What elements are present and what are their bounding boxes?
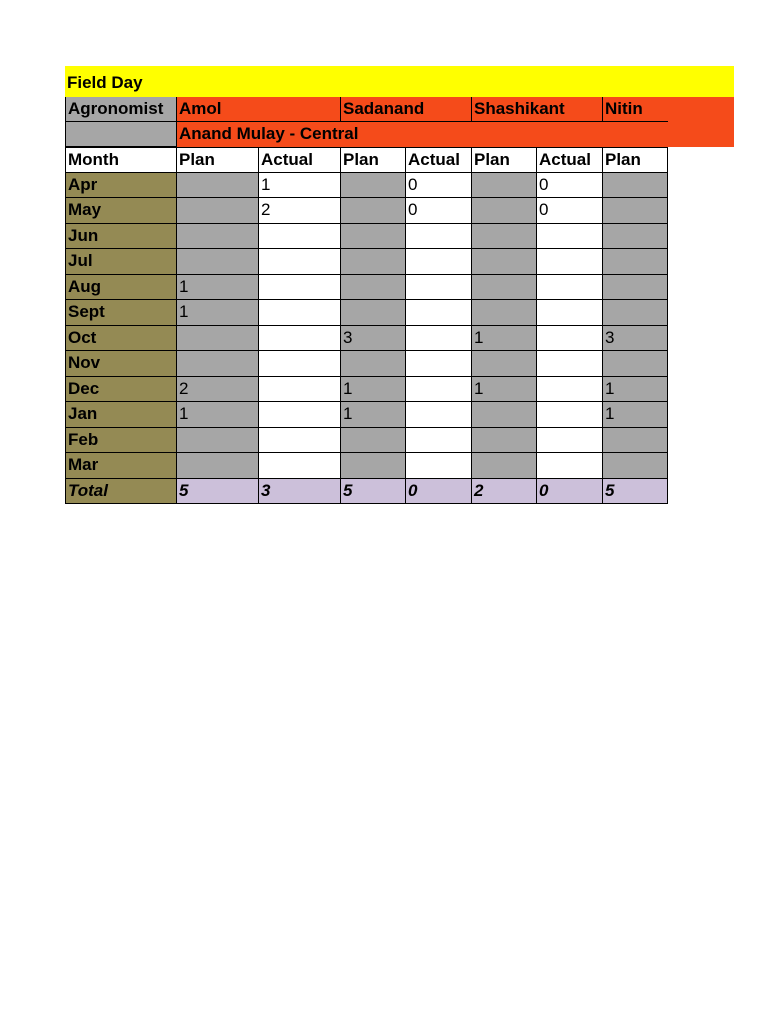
actual-cell[interactable]	[259, 300, 341, 326]
plan-cell[interactable]	[603, 300, 668, 326]
region-cell[interactable]	[177, 122, 668, 147]
actual-cell[interactable]	[259, 224, 341, 250]
plan-cell[interactable]	[472, 402, 537, 428]
month-label: Apr	[68, 174, 98, 194]
total-cell[interactable]	[341, 479, 406, 505]
cell-value: 0	[408, 480, 418, 500]
plan-cell[interactable]	[603, 249, 668, 275]
actual-cell[interactable]	[259, 402, 341, 428]
actual-cell[interactable]	[537, 377, 603, 403]
column-header-label: Actual	[261, 150, 313, 169]
agronomist-label-cell[interactable]	[65, 97, 177, 122]
actual-cell[interactable]	[259, 326, 341, 352]
column-header[interactable]	[177, 147, 259, 173]
month-cell[interactable]	[65, 173, 177, 199]
month-cell[interactable]	[65, 300, 177, 326]
column-header-label: Plan	[605, 150, 641, 169]
actual-cell[interactable]	[259, 377, 341, 403]
actual-cell[interactable]	[406, 377, 472, 403]
actual-cell[interactable]	[406, 224, 472, 250]
plan-cell[interactable]	[603, 453, 668, 479]
column-header-label: Plan	[179, 150, 215, 169]
cell-value: 2	[474, 480, 484, 500]
total-label: Total	[68, 480, 108, 500]
plan-cell[interactable]	[341, 428, 406, 454]
plan-cell[interactable]	[472, 453, 537, 479]
actual-cell[interactable]	[406, 300, 472, 326]
plan-cell[interactable]	[341, 249, 406, 275]
month-cell[interactable]	[65, 198, 177, 224]
cell-value: 0	[408, 200, 418, 219]
month-cell[interactable]	[65, 224, 177, 250]
column-header-label: Month	[68, 150, 119, 169]
month-label: Jun	[68, 225, 99, 245]
cell-value: 0	[408, 174, 418, 194]
cell-value: 1	[343, 378, 353, 398]
agronomist-name: Nitin	[605, 99, 643, 118]
actual-cell[interactable]	[537, 198, 603, 224]
actual-cell[interactable]	[537, 453, 603, 479]
month-cell[interactable]	[65, 377, 177, 403]
plan-cell[interactable]	[341, 173, 406, 199]
agronomist-cell-amol[interactable]	[177, 97, 341, 122]
actual-cell[interactable]	[406, 173, 472, 199]
actual-cell[interactable]	[537, 300, 603, 326]
actual-cell[interactable]	[259, 249, 341, 275]
actual-cell[interactable]	[406, 428, 472, 454]
plan-cell[interactable]	[472, 198, 537, 224]
column-header[interactable]	[65, 147, 177, 173]
plan-cell[interactable]	[472, 377, 537, 403]
plan-cell[interactable]	[472, 173, 537, 199]
month-label: Aug	[68, 276, 102, 296]
column-header[interactable]	[537, 147, 603, 173]
actual-cell[interactable]	[259, 173, 341, 199]
plan-cell[interactable]	[341, 402, 406, 428]
cell-value: 2	[261, 200, 271, 219]
plan-cell[interactable]	[341, 351, 406, 377]
month-cell[interactable]	[65, 402, 177, 428]
actual-cell[interactable]	[537, 351, 603, 377]
agronomist-name: Shashikant	[474, 99, 565, 118]
column-header-label: Plan	[474, 150, 510, 169]
agronomist-cell-nitin[interactable]	[603, 97, 668, 122]
plan-cell[interactable]	[177, 198, 259, 224]
cell-value: 1	[474, 327, 484, 347]
column-header[interactable]	[472, 147, 537, 173]
cell-value: 1	[474, 378, 484, 398]
actual-cell[interactable]	[537, 428, 603, 454]
month-cell[interactable]	[65, 453, 177, 479]
plan-cell[interactable]	[472, 249, 537, 275]
plan-cell[interactable]	[472, 224, 537, 250]
total-cell[interactable]	[472, 479, 537, 505]
column-header-label: Actual	[408, 150, 460, 169]
actual-cell[interactable]	[406, 326, 472, 352]
column-header-label: Actual	[539, 150, 591, 169]
region-blank-cell[interactable]	[65, 122, 177, 147]
cell-value: 1	[605, 404, 615, 423]
column-header[interactable]	[603, 147, 668, 173]
month-label: Oct	[68, 327, 97, 347]
month-label: Jan	[68, 404, 98, 423]
plan-cell[interactable]	[472, 351, 537, 377]
cell-value: 1	[261, 174, 271, 194]
actual-cell[interactable]	[537, 249, 603, 275]
month-label: Dec	[68, 378, 100, 398]
actual-cell[interactable]	[537, 402, 603, 428]
total-cell[interactable]	[259, 479, 341, 505]
cell-value: 0	[539, 174, 549, 194]
actual-cell[interactable]	[406, 198, 472, 224]
total-cell[interactable]	[406, 479, 472, 505]
actual-cell[interactable]	[259, 351, 341, 377]
actual-cell[interactable]	[537, 326, 603, 352]
plan-cell[interactable]	[177, 377, 259, 403]
cell-value: 3	[605, 327, 615, 347]
cell-value: 1	[343, 404, 353, 423]
month-cell[interactable]	[65, 351, 177, 377]
actual-cell[interactable]	[406, 453, 472, 479]
column-header[interactable]	[406, 147, 472, 173]
cell-value: 1	[179, 302, 189, 321]
actual-cell[interactable]	[537, 275, 603, 301]
actual-cell[interactable]	[537, 224, 603, 250]
cell-value: 0	[539, 200, 549, 219]
month-cell[interactable]	[65, 428, 177, 454]
plan-cell[interactable]	[603, 402, 668, 428]
plan-cell[interactable]	[177, 224, 259, 250]
plan-cell[interactable]	[341, 377, 406, 403]
plan-cell[interactable]	[603, 377, 668, 403]
cell-value: 5	[605, 480, 615, 500]
month-cell[interactable]	[65, 249, 177, 275]
cell-value: 2	[179, 378, 189, 398]
agronomist-label: Agronomist	[68, 99, 164, 118]
total-cell[interactable]	[177, 479, 259, 505]
column-header[interactable]	[341, 147, 406, 173]
sheet-title: Field Day	[67, 73, 143, 92]
title-cell[interactable]	[65, 66, 734, 97]
column-header-label: Plan	[343, 150, 379, 169]
actual-cell[interactable]	[537, 173, 603, 199]
actual-cell[interactable]	[406, 249, 472, 275]
cell-value: 5	[343, 480, 353, 500]
actual-cell[interactable]	[406, 402, 472, 428]
plan-cell[interactable]	[472, 428, 537, 454]
plan-cell[interactable]	[341, 326, 406, 352]
total-label-cell[interactable]	[65, 479, 177, 505]
plan-cell[interactable]	[341, 453, 406, 479]
plan-cell[interactable]	[603, 275, 668, 301]
actual-cell[interactable]	[259, 428, 341, 454]
plan-cell[interactable]	[603, 351, 668, 377]
actual-cell[interactable]	[259, 453, 341, 479]
cell-value: 0	[539, 480, 549, 500]
total-cell[interactable]	[603, 479, 668, 505]
month-label: Sept	[68, 302, 105, 321]
agronomist-name: Sadanand	[343, 99, 425, 118]
actual-cell[interactable]	[259, 275, 341, 301]
plan-cell[interactable]	[341, 198, 406, 224]
agronomist-cell-shashikant[interactable]	[472, 97, 603, 122]
total-cell[interactable]	[537, 479, 603, 505]
cell-value: 3	[261, 480, 271, 500]
plan-cell[interactable]	[603, 224, 668, 250]
cell-value: 1	[605, 378, 615, 398]
actual-cell[interactable]	[259, 198, 341, 224]
plan-cell[interactable]	[177, 428, 259, 454]
plan-cell[interactable]	[472, 326, 537, 352]
month-cell[interactable]	[65, 275, 177, 301]
plan-cell[interactable]	[603, 198, 668, 224]
column-header[interactable]	[259, 147, 341, 173]
plan-cell[interactable]	[177, 453, 259, 479]
plan-cell[interactable]	[472, 300, 537, 326]
plan-cell[interactable]	[177, 249, 259, 275]
plan-cell[interactable]	[177, 351, 259, 377]
month-label: Feb	[68, 429, 99, 449]
month-label: Mar	[68, 455, 99, 474]
plan-cell[interactable]	[603, 173, 668, 199]
actual-cell[interactable]	[406, 351, 472, 377]
plan-cell[interactable]	[177, 173, 259, 199]
month-label: Nov	[68, 353, 101, 372]
plan-cell[interactable]	[177, 326, 259, 352]
month-label: May	[68, 200, 102, 219]
plan-cell[interactable]	[341, 224, 406, 250]
plan-cell[interactable]	[603, 326, 668, 352]
cell-value: 3	[343, 327, 353, 347]
month-cell[interactable]	[65, 326, 177, 352]
plan-cell[interactable]	[603, 428, 668, 454]
cell-value: 5	[179, 480, 189, 500]
agronomist-name: Amol	[179, 99, 222, 118]
cell-value: 1	[179, 276, 189, 296]
month-label: Jul	[68, 251, 93, 270]
plan-cell[interactable]	[177, 300, 259, 326]
agronomist-cell-sadanand[interactable]	[341, 97, 472, 122]
plan-cell[interactable]	[341, 300, 406, 326]
actual-cell[interactable]	[406, 275, 472, 301]
plan-cell[interactable]	[341, 275, 406, 301]
cell-value: 1	[179, 404, 189, 423]
plan-cell[interactable]	[177, 275, 259, 301]
plan-cell[interactable]	[472, 275, 537, 301]
region-label: Anand Mulay - Central	[179, 124, 359, 143]
plan-cell[interactable]	[177, 402, 259, 428]
